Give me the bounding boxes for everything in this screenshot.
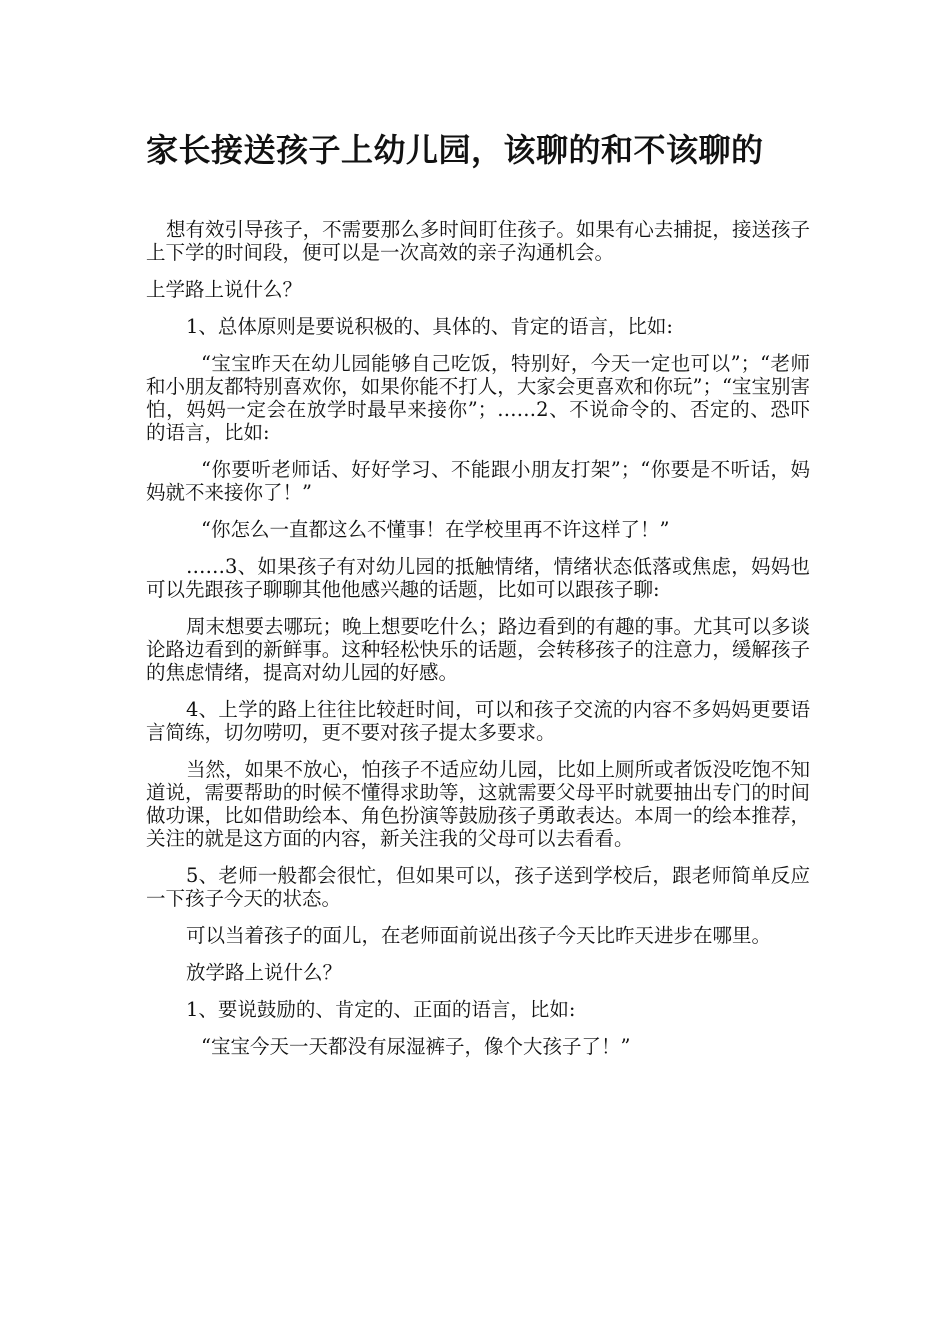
paragraph-item-4: 4、上学的路上往往比较赶时间，可以和孩子交流的内容不多妈妈更要语言简练，切勿唠叨，更不要对孩子提太多要求。	[146, 698, 810, 744]
paragraph-advice: 当然，如果不放心，怕孩子不适应幼儿园，比如上厕所或者饭没吃饱不知道说，需要帮助的时候不懂得求助等，这就需要父母平时就要抽出专门的时间做功课，比如借助绘本、角色扮演等鼓励孩子勇敢表达。本周一的绘本推荐，关注的就是这方面的内容，新关注我的父母可以去看看。	[146, 758, 811, 850]
section-heading-morning: 上学路上说什么？	[146, 278, 303, 301]
paragraph-item-3: ……3、如果孩子有对幼儿园的抵触情绪，情绪状态低落或焦虑，妈妈也可以先跟孩子聊聊其他他感兴趣的话题，比如可以跟孩子聊:	[146, 555, 810, 601]
paragraph-topics: 周末想要去哪玩；晚上想要吃什么；路边看到的有趣的事。尤其可以多谈论路边看到的新鲜事。这种轻松快乐的话题，会转移孩子的注意力，缓解孩子的焦虑情绪，提高对幼儿园的好感。	[146, 615, 811, 684]
paragraph-quote-3: “你怎么一直都这么不懂事！在学校里再不许这样了！”	[201, 518, 670, 541]
paragraph-item-1: 1、总体原则是要说积极的、具体的、肯定的语言，比如:	[186, 315, 673, 338]
paragraph-afternoon-item-1: 1、要说鼓励的、肯定的、正面的语言，比如:	[186, 998, 576, 1021]
section-heading-afternoon: 放学路上说什么？	[186, 961, 343, 984]
paragraph-quote-2: “你要听老师话、好好学习、不能跟小朋友打架”；“你要是不听话，妈妈就不来接你了！”	[146, 458, 810, 504]
paragraph-intro: 想有效引导孩子，不需要那么多时间盯住孩子。如果有心去捕捉，接送孩子上下学的时间段，便可以是一次高效的亲子沟通机会。	[146, 218, 810, 264]
paragraph-afternoon-quote: “宝宝今天一天都没有尿湿裤子，像个大孩子了！”	[201, 1035, 631, 1058]
document-title: 家长接送孩子上幼儿园，该聊的和不该聊的	[146, 131, 764, 169]
document-body	[146, 218, 810, 1072]
paragraph-item-5: 5、老师一般都会很忙，但如果可以，孩子送到学校后，跟老师简单反应一下孩子今天的状态。	[146, 864, 810, 910]
paragraph-quote-1: “宝宝昨天在幼儿园能够自己吃饭，特别好，今天一定也可以”；“老师和小朋友都特别喜欢你，如果你能不打人，大家会更喜欢和你玩”；“宝宝别害怕，妈妈一定会在放学时最早来接你”；……2、不说命令的、否定的、恐吓的语言，比如:	[146, 352, 810, 444]
paragraph-progress: 可以当着孩子的面儿，在老师面前说出孩子今天比昨天进步在哪里。	[186, 924, 772, 947]
